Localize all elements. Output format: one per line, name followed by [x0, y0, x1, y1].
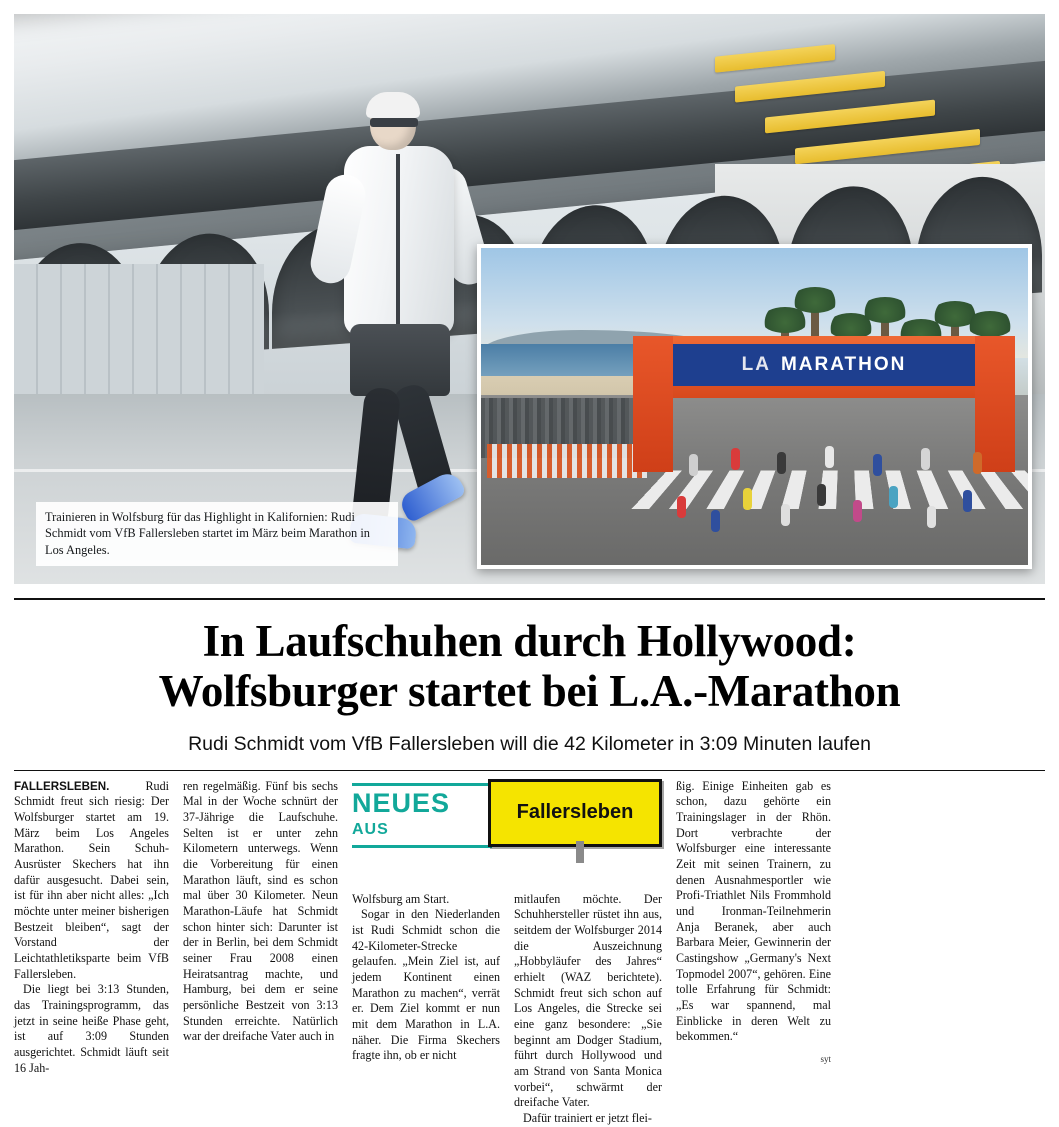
page-headline — [14, 616, 1045, 717]
ortsschild-sign: Fallersleben — [488, 779, 662, 847]
article-column-3a — [352, 892, 500, 1127]
neues-aus-label — [352, 783, 492, 848]
neues-text: NEUES — [352, 787, 451, 818]
page-subheadline: Rudi Schmidt vom VfB Fallersleben will die 42 Kilometer in 3:09 Minuten laufen — [188, 732, 871, 755]
ortsschild-post — [576, 841, 584, 863]
article-column-4 — [676, 779, 831, 1064]
article-column-3b — [514, 892, 662, 1127]
photo-caption: Trainieren in Wolfsburg für das Highlight in Kalifornien: Rudi Schmidt vom VfB Fallersleben startet im März beim Marathon in Los Angeles. — [36, 502, 398, 566]
article-column-1 — [14, 778, 169, 1075]
subheadline-rule — [14, 770, 1045, 771]
gantry-banner-marathon: MARATHON — [780, 354, 907, 375]
paragraph: Wolfsburg am Start. — [352, 891, 450, 906]
article-columns — [14, 778, 1045, 1125]
article-byline: syt — [820, 1054, 831, 1065]
photo-block — [14, 14, 1045, 584]
dateline: FALLERSLEBEN. — [14, 779, 110, 793]
article-column-3 — [352, 779, 662, 1125]
inset-photo-la-marathon — [477, 244, 1032, 569]
paragraph: Sogar in den Niederlanden ist Rudi Schmidt schon die 42-Kilometer-Strecke gelaufen. „Mein Ziel ist, auf jedem Kontinent einen Marathon zu machen“, verrät er. Dem Ziel kommt er nun mit dem Marathon in L.A. näher. Die Firma Skechers fragte ihn, ob er nicht — [352, 907, 500, 1063]
newspaper-page — [0, 14, 1059, 1123]
headline-top-rule — [14, 598, 1045, 600]
gantry-banner-la: LA — [741, 354, 771, 375]
paragraph — [14, 779, 169, 983]
paragraph: ßig. Einige Einheiten gab es schon, dazu gehörte ein Trainingslager in der Rhön. Dort verbrachte der Wolfsburger eine interessante Zeit mit seinen Trainern, zu denen Ausnahmesportler wie Profi-Triathlet Nils Frommhold und Ironman-Teilnehmerin Anja Beranek, aber auch Barbara Meier, Gewinnerin der Castingshow „Germany's Next Topmodel 2007“, gehören. Eine tolle Erfahrung für Schmidt: „Es war spannend, mal Einblicke in deren Welt zu bekommen.“ — [676, 778, 831, 1044]
paragraph-text: Rudi Schmidt freut sich riesig: Der Wolfsburger startet am 19. März beim Los Angeles Marathon. Sein Schuh-Ausrüster Skechers hat ihn dafür ausgesucht. Dabei sein, ist für ihn aber nicht alles: „Ich möchte unter meiner bisherigen Bestzeit bleiben“, sagt der Vorstand der Leichtathletiksparte beim VfB Fallersleben. — [14, 778, 169, 981]
headline-line-1: In Laufschuhen durch Hollywood: — [202, 616, 857, 666]
neues-aus-fallersleben-logo — [352, 779, 662, 884]
headline-line-2: Wolfsburger startet bei L.A.-Marathon — [158, 666, 901, 717]
paragraph: Dafür trainiert er jetzt flei- — [523, 1110, 652, 1125]
marathon-start-gantry — [633, 336, 1015, 472]
paragraph: Die liegt bei 3:13 Stunden, das Trainingsprogramm, das jetzt in seine heiße Phase geht, ist auf 3:09 Stunden ausgerichtet. Schmidt läuft seit 16 Jah- — [14, 982, 169, 1075]
article-column-2 — [183, 779, 338, 1064]
gantry-banner — [673, 344, 975, 386]
aus-text: AUS — [352, 820, 389, 838]
paragraph: mitlaufen möchte. Der Schuhhersteller rüstet ihn aus, seitdem der Wolfsburger 2014 die Auszeichnung „Hobbyläufer des Jahres“ erhielt (WAZ berichtete). Schmidt freut sich schon auf Los Angeles, die Strecke sei eine ganz besondere: „Sie beginnt am Dodger Stadium, führt durch Hollywood und am Strand von Santa Monica vorbei“, schwärmt der dreifache Vater. — [514, 891, 662, 1110]
paragraph: ren regelmäßig. Fünf bis sechs Mal in der Woche schnürt der 37-Jährige die Laufschuhe. Selten ist er unter zehn Kilometern unterwegs. Wenn die Vorbereitung für einen Marathon läuft, sind es schon mal über 30 Kilometer. Neun Marathon-Läufe hat Schmidt schon hinter sich: Darunter ist der in Berlin, bei dem Schmidt seiner Frau 2008 einen Heiratsantrag machte, und Hamburg, bei dem er seine persönliche Bestzeit von 3:13 Stunden erreichte. Natürlich war der dreifache Vater auch in — [183, 778, 338, 1044]
